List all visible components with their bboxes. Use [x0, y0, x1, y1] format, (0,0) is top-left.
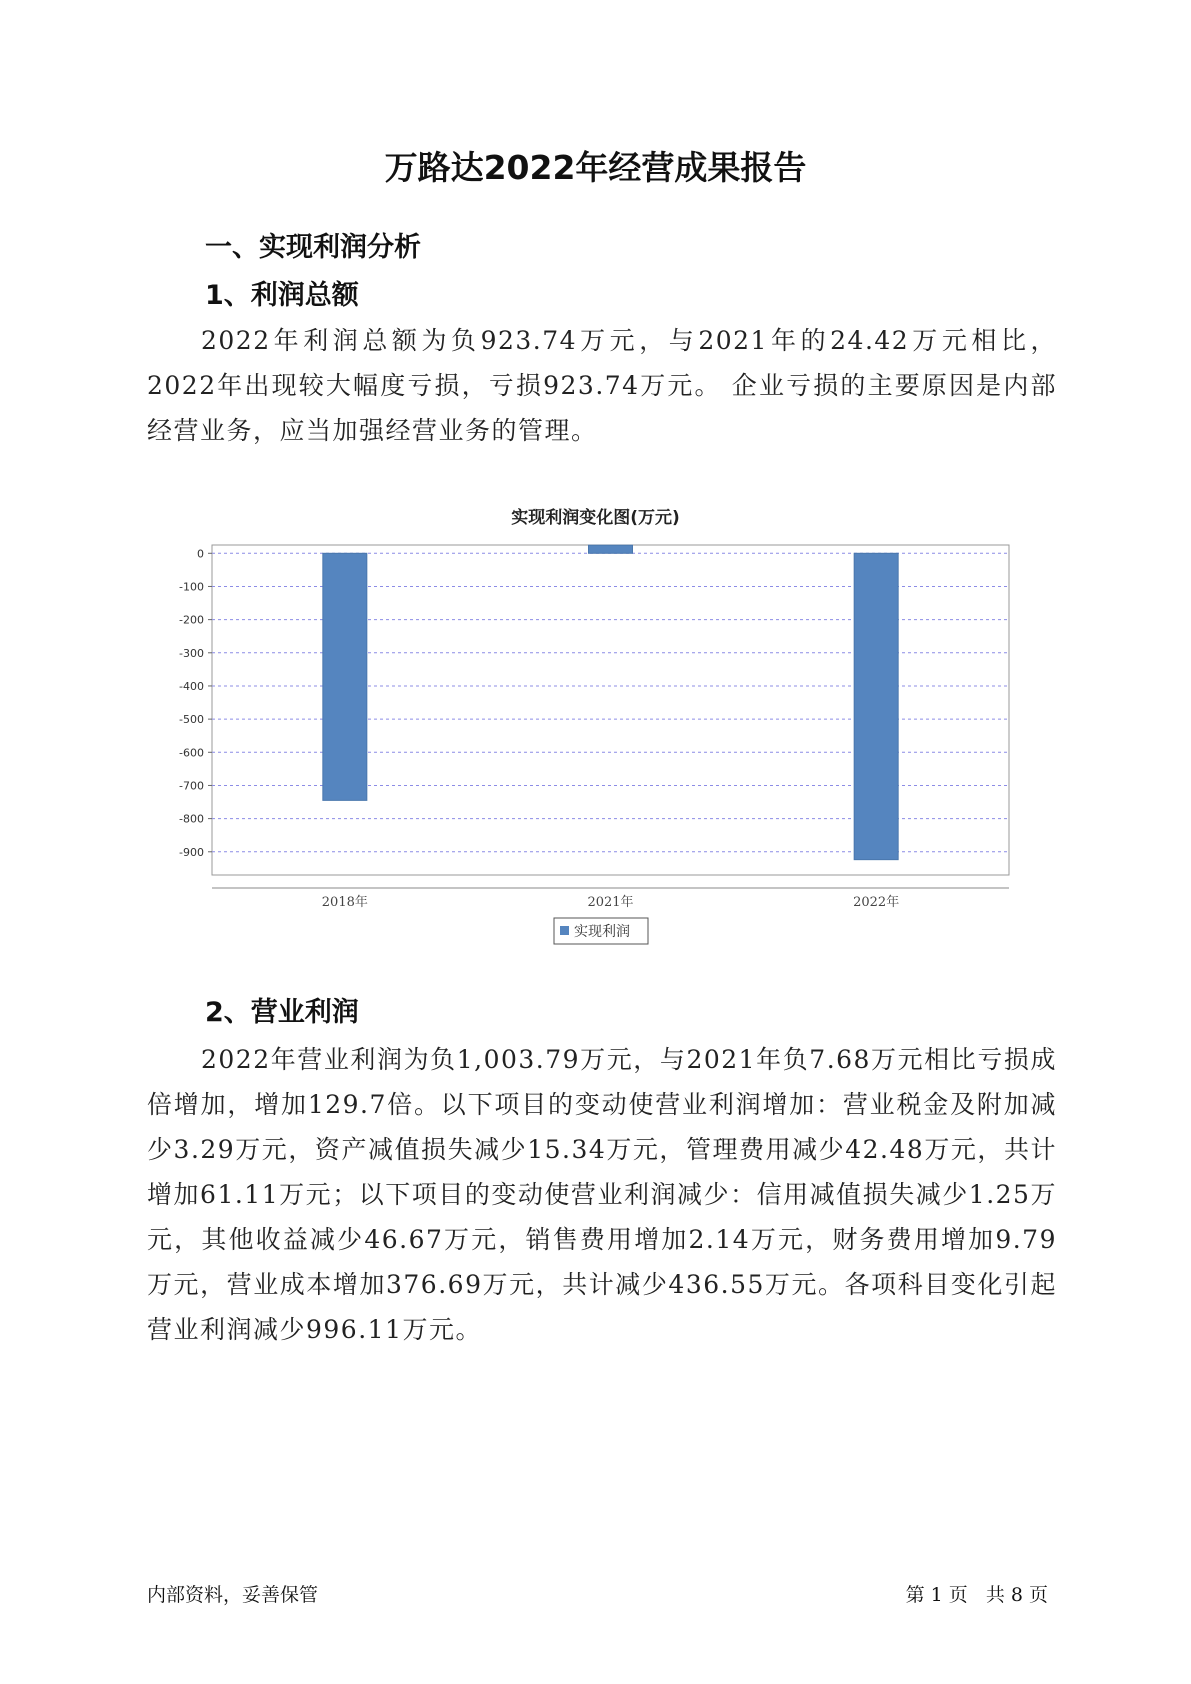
chart-title: 实现利润变化图(万元)	[511, 508, 680, 528]
total-unit: 页	[1028, 1584, 1048, 1606]
page-prefix: 第	[905, 1584, 925, 1606]
y-tick-label: -900	[179, 845, 204, 859]
profit-bar-chart	[0, 530, 1191, 960]
y-tick-label: -300	[179, 646, 204, 660]
total-prefix: 共	[985, 1584, 1005, 1606]
legend-swatch	[560, 926, 569, 935]
subsection-heading-operating-profit: 2、营业利润	[205, 997, 359, 1028]
x-tick-label: 2018年	[321, 895, 368, 910]
section-heading: 一、实现利润分析	[205, 232, 421, 263]
y-tick-label: -100	[179, 580, 204, 594]
bar	[854, 553, 898, 859]
paragraph-operating-profit: 2022年营业利润为负1,003.79万元，与2021年负7.68万元相比亏损成倍增加，增加129.7倍。以下项目的变动使营业利润增加：营业税金及附加减少3.29万元，资产减值损失减少15.34万元，管理费用减少42.48万元，共计增加61.11万元；以下项目的变动使营业利润减少：信用减值损失减少1.25万元，其他收益减少46.67万元，销售费用增加2.14万元，财务费用增加9.79万元，营业成本增加376.69万元，共计减少436.55万元。各项科目变化引起营业利润减少996.11万元。	[147, 1045, 1057, 1344]
y-tick-label: -500	[179, 713, 204, 727]
page-number: 1	[930, 1584, 943, 1606]
x-tick-label: 2022年	[853, 895, 900, 910]
y-tick-label: -600	[179, 746, 204, 760]
y-tick-label: -700	[179, 779, 204, 793]
total-pages: 8	[1010, 1584, 1023, 1606]
y-tick-label: -800	[179, 812, 204, 826]
subsection-heading-total-profit: 1、利润总额	[205, 280, 359, 311]
bar	[323, 553, 367, 800]
y-tick-label: 0	[197, 547, 204, 561]
page-indicator	[903, 1580, 1051, 1607]
y-tick-label: -200	[179, 613, 204, 627]
paragraph-total-profit: 2022年利润总额为负923.74万元，与2021年的24.42万元相比，2022年出现较大幅度亏损，亏损923.74万元。 企业亏损的主要原因是内部经营业务，应当加强经营业务的管理。	[147, 326, 1057, 445]
document-title: 万路达2022年经营成果报告	[384, 148, 807, 187]
page-unit: 页	[948, 1584, 968, 1606]
legend-label: 实现利润	[574, 924, 630, 940]
bar	[589, 545, 633, 553]
footer-confidential-note: 内部资料，妥善保管	[147, 1584, 319, 1606]
x-tick-label: 2021年	[587, 895, 634, 910]
y-tick-label: -400	[179, 679, 204, 693]
